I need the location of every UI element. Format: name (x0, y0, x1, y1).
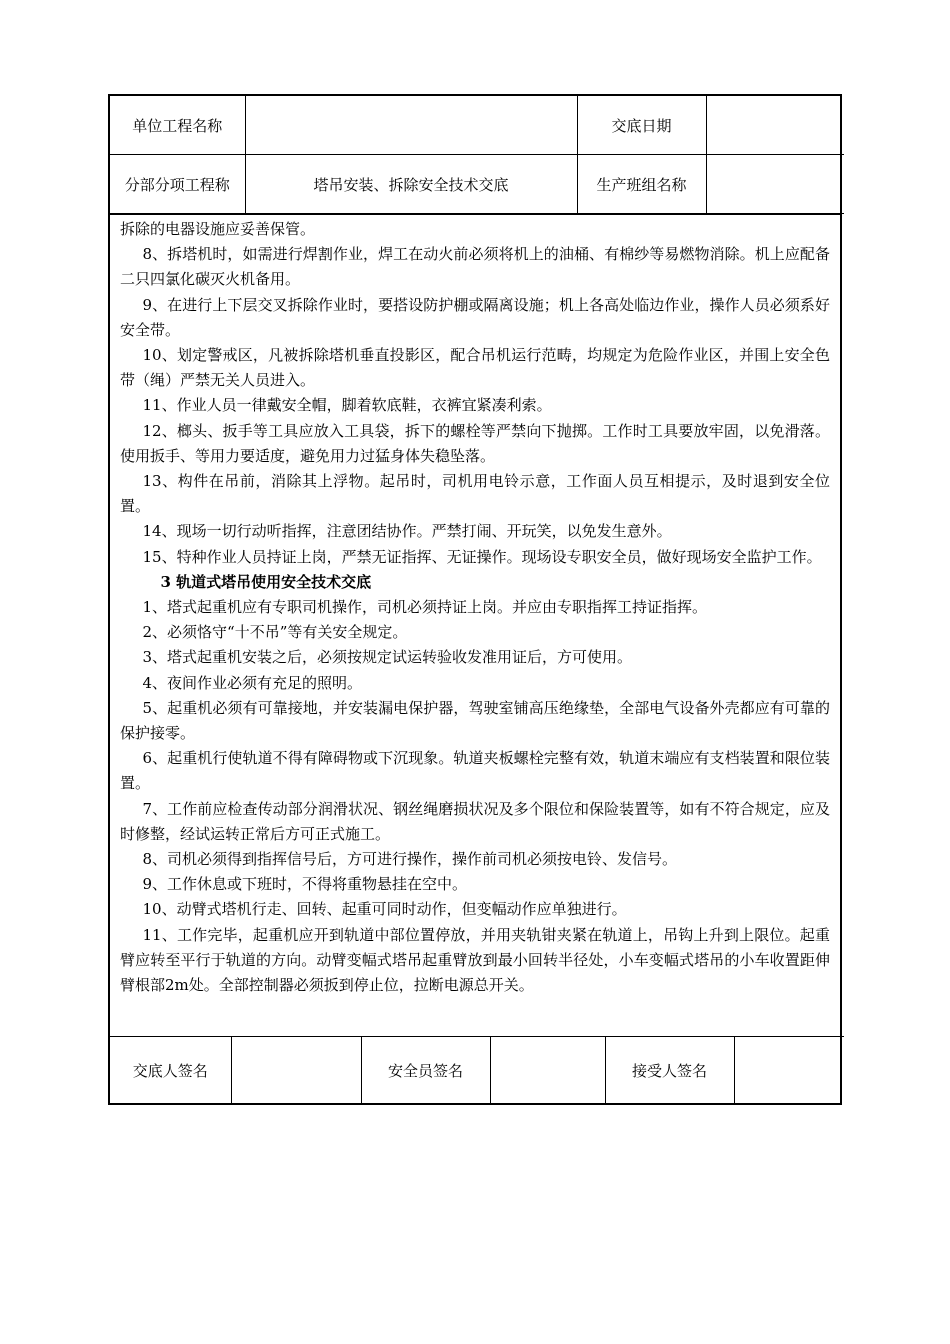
team-label: 生产班组名称 (577, 155, 706, 214)
content-paragraph: 9、在进行上下层交叉拆除作业时，要搭设防护棚或隔离设施；机上各高处临边作业，操作人员必须系好安全带。 (120, 295, 830, 339)
content-paragraph: 拆除的电器设施应妥善保管。 (120, 220, 316, 238)
content-paragraph: 6、起重机行使轨道不得有障碍物或下沉现象。轨道夹板螺栓完整有效，轨道末端应有支档装置和限位装置。 (120, 749, 830, 793)
receiver-signature-label: 接受人签名 (605, 1037, 734, 1104)
header-table (110, 96, 844, 214)
date-value (706, 96, 844, 155)
content-paragraph: 9、工作休息或下班时，不得将重物悬挂在空中。 (142, 875, 468, 894)
receiver-signature-field (734, 1037, 844, 1104)
content-paragraph: 11、工作完毕，起重机应开到轨道中部位置停放，并用夹轨钳夹紧在轨道上，吊钩上升到上限位。起重臂应转至平行于轨道的方向。动臂变幅式塔吊起重臂放到最小回转半径处，小车变幅式塔吊的小车收置距伸臂根部2m处。全部控制器必须扳到停止位，拉断电源总开关。 (120, 925, 830, 995)
content-paragraph: 15、特种作业人员持证上岗，严禁无证指挥、无证操作。现场设专职安全员，做好现场安全监护工作。 (142, 547, 822, 566)
content-paragraph: 4、夜间作业必须有充足的照明。 (142, 673, 363, 692)
content-paragraph: 8、司机必须得到指挥信号后，方可进行操作，操作前司机必须按电铃、发信号。 (142, 850, 678, 869)
signature-table (110, 1036, 844, 1103)
safety-officer-signature-field (490, 1037, 605, 1104)
signature-row (110, 1037, 844, 1104)
discloser-signature-label: 交底人签名 (110, 1037, 231, 1104)
content-paragraph: 10、划定警戒区，凡被拆除塔机垂直投影区，配合吊机运行范畴，均规定为危险作业区，并围上安全色带（绳）严禁无关人员进入。 (120, 346, 830, 390)
sub-project-label: 分部分项工程称 (110, 155, 245, 214)
disclosure-form (108, 94, 842, 1105)
content-paragraph: 10、动臂式塔机行走、回转、起重可同时动作，但变幅动作应单独进行。 (142, 900, 627, 919)
content-paragraph: 3、塔式起重机安装之后，必须按规定试运转验收发准用证后，方可使用。 (142, 648, 633, 667)
date-label: 交底日期 (577, 96, 706, 155)
unit-name-value (245, 96, 577, 155)
content-paragraph: 13、构件在吊前，消除其上浮物。起吊时，司机用电铃示意，工作面人员互相提示，及时退到安全位置。 (120, 472, 830, 516)
discloser-signature-field (231, 1037, 361, 1104)
unit-name-label: 单位工程名称 (110, 96, 245, 155)
content-paragraph: 11、作业人员一律戴安全帽，脚着软底鞋，衣裤宜紧凑利索。 (142, 396, 552, 415)
safety-officer-signature-label: 安全员签名 (361, 1037, 490, 1104)
content-paragraph: 8、拆塔机时，如需进行焊割作业，焊工在动火前必须将机上的油桶、有棉纱等易燃物消除。机上应配备二只四氯化碳灭火机备用。 (120, 245, 830, 289)
content-paragraph: 12、榔头、扳手等工具应放入工具袋，拆下的螺栓等严禁向下抛掷。工作时工具要放牢固，以免滑落。使用扳手、等用力要适度，避免用力过猛身体失稳坠落。 (120, 421, 830, 465)
team-value (706, 155, 844, 214)
header-row-1 (110, 96, 844, 155)
content-paragraph: 2、必须恪守“十不吊”等有关安全规定。 (142, 623, 408, 642)
disclosure-content (110, 214, 840, 1037)
content-paragraph: 14、现场一切行动听指挥，注意团结协作。严禁打闹、开玩笑，以免发生意外。 (142, 522, 672, 541)
content-paragraph: 1、塔式起重机应有专职司机操作，司机必须持证上岗。并应由专职指挥工持证指挥。 (142, 598, 708, 617)
header-row-2 (110, 155, 844, 214)
sub-project-value: 塔吊安装、拆除安全技术交底 (245, 155, 577, 214)
content-paragraph: 5、起重机必须有可靠接地，并安装漏电保护器，驾驶室铺高压绝缘垫，全部电气设备外壳都应有可靠的保护接零。 (120, 698, 830, 743)
section-heading: 3 轨道式塔吊使用安全技术交底 (160, 572, 372, 591)
content-paragraph: 7、工作前应检查传动部分润滑状况、钢丝绳磨损状况及多个限位和保险装置等，如有不符合规定，应及时修整，经试运转正常后方可正式施工。 (120, 799, 830, 843)
